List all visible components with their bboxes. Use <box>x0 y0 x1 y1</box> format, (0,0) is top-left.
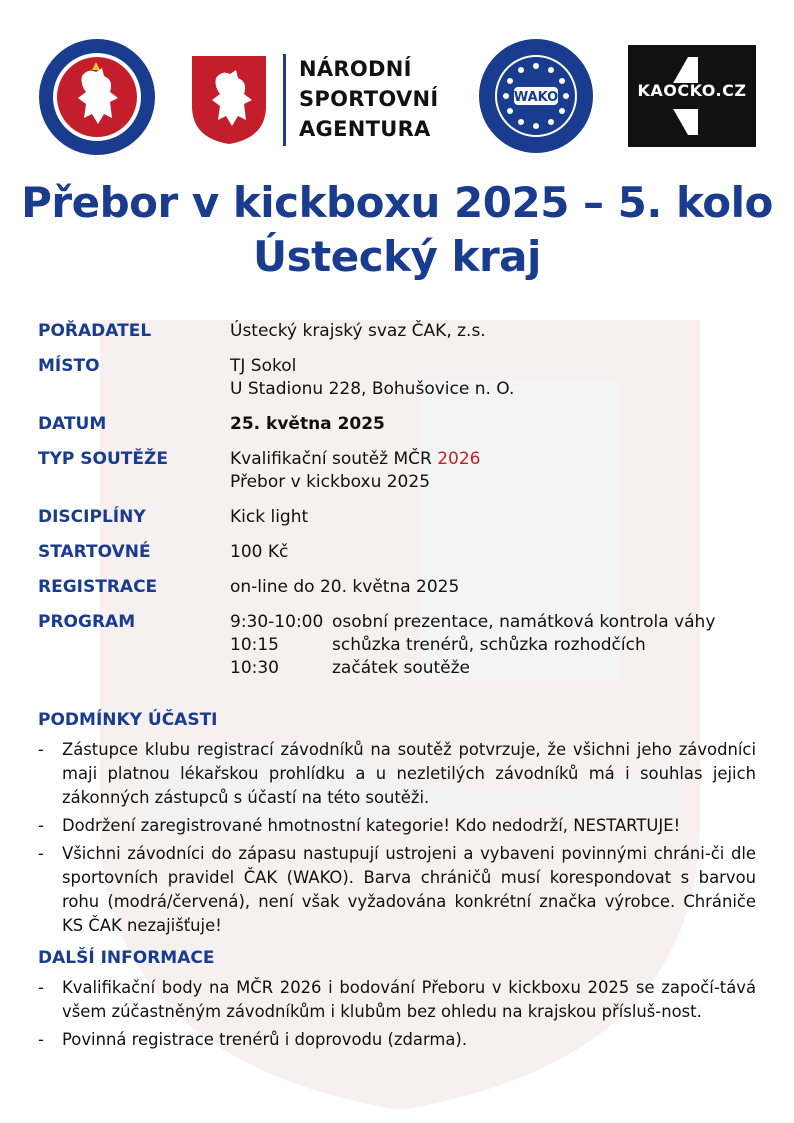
place-line-1: TJ Sokol <box>230 356 297 376</box>
program-time: 9:30-10:00 <box>230 612 324 632</box>
nsa-shield-icon <box>190 54 268 146</box>
organizer-label: POŘADATEL <box>38 321 152 341</box>
program-time: 10:15 <box>230 635 279 655</box>
nsa-line-2: SPORTOVNÍ <box>299 87 439 111</box>
bullet-icon: - <box>38 740 44 759</box>
disciplines-label: DISCIPLÍNY <box>38 507 146 527</box>
fee-label: STARTOVNÉ <box>38 542 151 562</box>
disciplines-value: Kick light <box>230 507 309 527</box>
disciplines-row <box>38 506 758 529</box>
bullet-icon: - <box>38 816 44 835</box>
registration-row <box>38 576 758 599</box>
page-subtitle: Ústecký kraj <box>253 232 541 281</box>
place-line-2: U Stadionu 228, Bohušovice n. O. <box>230 379 515 399</box>
type-line-2: Přebor v kickboxu 2025 <box>230 472 431 492</box>
bullet-icon: - <box>38 844 44 863</box>
date-value: 25. května 2025 <box>230 414 385 434</box>
bullet-icon: - <box>38 1030 44 1049</box>
list-item-text: Všichni závodníci do zápasu nastupují ustrojeni a vybaveni povinnými chráni-či dle sportovních pravidel ČAK (WAKO). Barva chráničů musí korespondovat s barvou rohu (modrá/červená), není však vyžadována konkrétní značka výrobce. Chrániče KS ČAK nezajišťuje! <box>62 844 756 935</box>
page-title: Přebor v kickboxu 2025 – 5. kolo <box>21 178 773 227</box>
bullet-icon: - <box>38 978 44 997</box>
more-info-heading: DALŠÍ INFORMACE <box>38 948 215 968</box>
list-item <box>38 738 756 810</box>
place-row <box>38 355 758 401</box>
conditions-heading: PODMÍNKY ÚČASTI <box>38 710 218 730</box>
list-item <box>38 842 756 938</box>
program-row <box>38 611 758 680</box>
nsa-line-1: NÁRODNÍ <box>299 57 412 81</box>
program-time: 10:30 <box>230 658 279 678</box>
list-item <box>38 976 756 1024</box>
wako-label: WAKO <box>513 90 559 105</box>
type-label: TYP SOUTĚŽE <box>38 449 168 469</box>
nsa-divider <box>283 54 286 146</box>
registration-value: on-line do 20. května 2025 <box>230 577 460 597</box>
logo-row <box>0 30 794 160</box>
program-item <box>230 611 758 634</box>
registration-label: REGISTRACE <box>38 577 158 597</box>
nsa-line-3: AGENTURA <box>299 117 431 141</box>
fee-value: 100 Kč <box>230 542 289 562</box>
list-item <box>38 1028 756 1052</box>
type-year: 2026 <box>437 449 481 469</box>
list-item-text: Kvalifikační body na MČR 2026 i bodování Přeboru v kickboxu 2025 se započí-tává všem zúčastněným závodníkům i klubům bez ohledu na krajskou přísluš-nost. <box>62 978 756 1021</box>
list-item-text: Zástupce klubu registrací závodníků na soutěž potvrzuje, že všichni jeho závodníci maji platnou lékařskou prohlídku a u nezletilých závodníků má i souhlas jejich zákonných zástupců s účastí na této soutěži. <box>62 740 756 807</box>
place-value <box>230 355 758 401</box>
type-line-1: Kvalifikační soutěž MČR <box>230 449 438 469</box>
conditions-list <box>38 738 756 942</box>
nsa-wordmark <box>299 54 439 144</box>
list-item-text: Dodržení zaregistrované hmotnostní kategorie! Kdo nedodrží, NESTARTUJE! <box>62 816 681 835</box>
program-event: osobní prezentace, namátková kontrola váhy <box>332 612 716 632</box>
date-label: DATUM <box>38 414 107 434</box>
wako-logo-icon <box>478 38 594 154</box>
place-label: MÍSTO <box>38 356 100 376</box>
more-info-list <box>38 976 756 1056</box>
program-list <box>230 611 758 680</box>
type-row <box>38 448 758 494</box>
organizer-value: Ústecký krajský svaz ČAK, z.s. <box>230 321 486 341</box>
program-item <box>230 634 758 657</box>
cak-logo-icon <box>38 38 156 156</box>
event-info <box>38 320 758 692</box>
program-label: PROGRAM <box>38 612 136 632</box>
type-value <box>230 448 758 494</box>
date-row <box>38 413 758 436</box>
kaocko-label: KAOCKO.CZ <box>637 81 747 100</box>
fee-row <box>38 541 758 564</box>
program-item <box>230 657 758 680</box>
list-item <box>38 814 756 838</box>
organizer-row <box>38 320 758 343</box>
program-event: začátek soutěže <box>332 658 471 678</box>
list-item-text: Povinná registrace trenérů i doprovodu (zdarma). <box>62 1030 468 1049</box>
program-event: schůzka trenérů, schůzka rozhodčích <box>332 635 646 655</box>
